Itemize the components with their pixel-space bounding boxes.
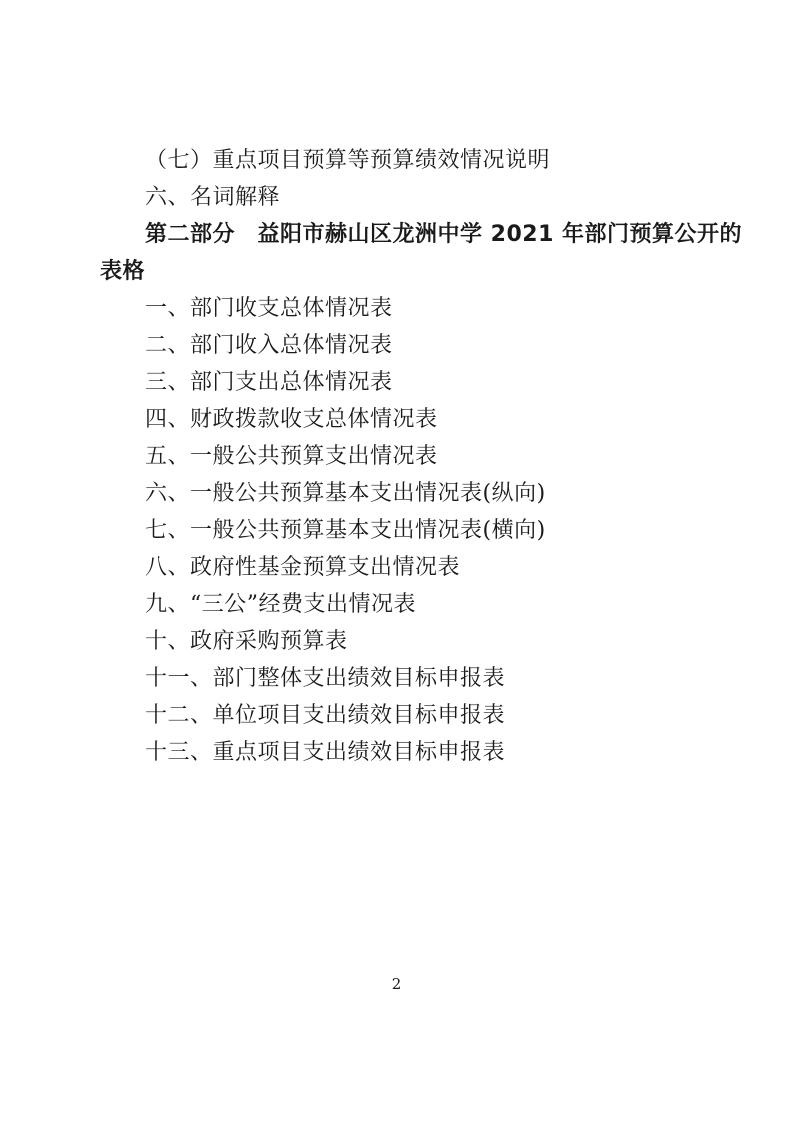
toc-intro-item-7: （七）重点项目预算等预算绩效情况说明 xyxy=(145,148,551,173)
section-heading-line1: 第二部分 益阳市赫山区龙洲中学 2021 年部门预算公开的 xyxy=(145,222,743,247)
toc-intro-item-6: 六、名词解释 xyxy=(145,185,281,210)
table-list-item-2: 二、部门收入总体情况表 xyxy=(145,333,393,358)
table-list-item-7: 七、一般公共预算基本支出情况表(横向) xyxy=(145,518,546,543)
table-list-item-3: 三、部门支出总体情况表 xyxy=(145,370,393,395)
section-heading xyxy=(100,216,743,290)
table-list-item-5: 五、一般公共预算支出情况表 xyxy=(145,444,438,469)
document-content xyxy=(100,142,743,771)
table-list-item-6: 六、一般公共预算基本支出情况表(纵向) xyxy=(145,481,546,506)
table-list-item-13: 十三、重点项目支出绩效目标申报表 xyxy=(145,740,506,765)
page-number: 2 xyxy=(391,975,402,993)
section-heading-line2: 表格 xyxy=(100,259,146,284)
table-list-item-1: 一、部门收支总体情况表 xyxy=(145,296,393,321)
table-list-item-11: 十一、部门整体支出绩效目标申报表 xyxy=(145,666,506,691)
table-list-item-10: 十、政府采购预算表 xyxy=(145,629,348,654)
table-list-item-8: 八、政府性基金预算支出情况表 xyxy=(145,555,461,580)
table-list-item-12: 十二、单位项目支出绩效目标申报表 xyxy=(145,703,506,728)
table-list-item-9: 九、“三公”经费支出情况表 xyxy=(145,592,416,617)
table-list-item-4: 四、财政拨款收支总体情况表 xyxy=(145,407,438,432)
